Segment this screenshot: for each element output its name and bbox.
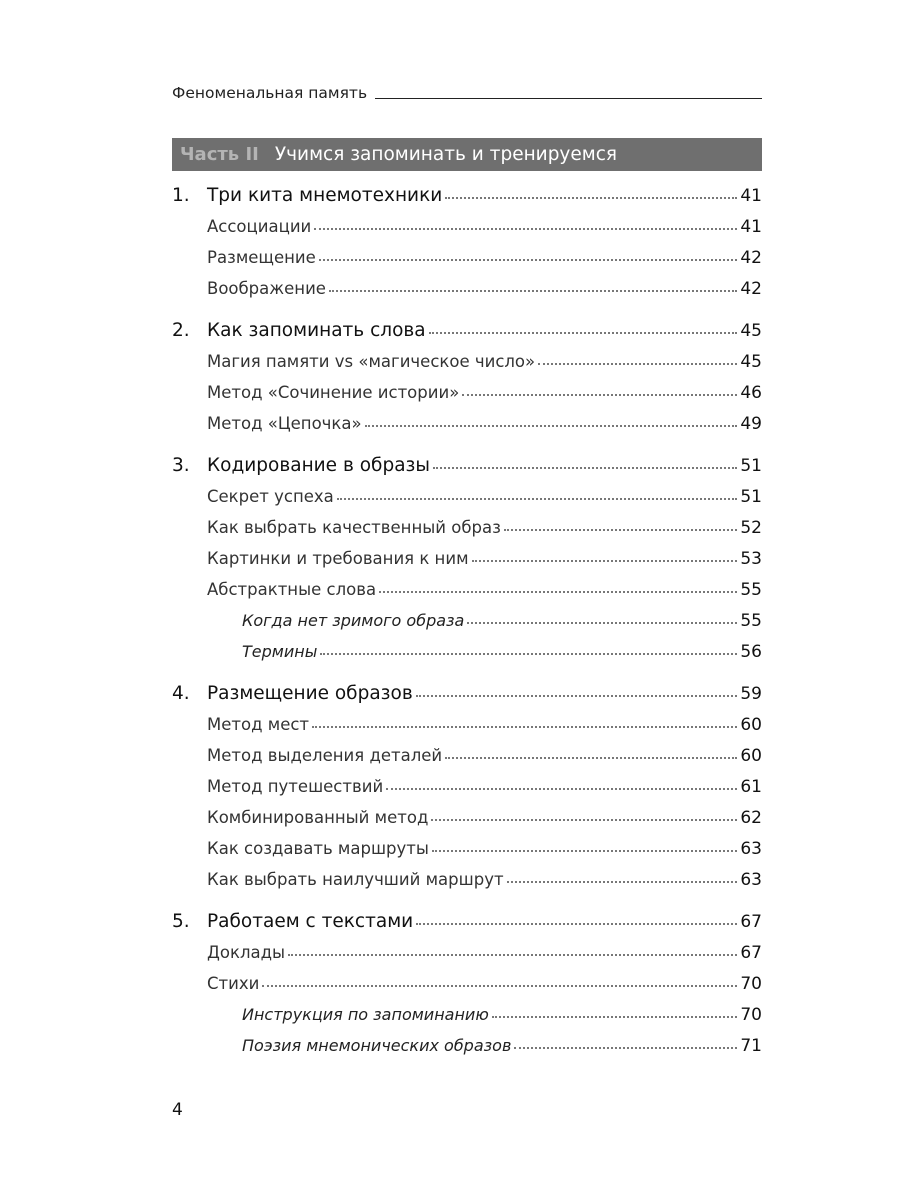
subsection-title: Инструкция по запоминанию <box>242 1005 489 1024</box>
section-title: Размещение <box>207 248 316 267</box>
part-label: Часть II <box>180 144 259 165</box>
toc-section-entry[interactable] <box>172 771 762 802</box>
chapter-number: 2. <box>172 320 190 341</box>
dot-leader <box>432 849 737 852</box>
section-page-number: 67 <box>740 943 762 963</box>
section-title: Доклады <box>207 943 286 962</box>
dot-leader <box>379 590 737 593</box>
running-head-title: Феноменальная память <box>172 84 368 102</box>
section-page-number: 61 <box>740 777 762 797</box>
section-title: Абстрактные слова <box>207 580 377 599</box>
toc-section-entry[interactable] <box>172 802 762 833</box>
part-heading-bar <box>172 138 762 171</box>
chapter-page-number: 41 <box>740 186 762 206</box>
section-page-number: 55 <box>740 580 762 600</box>
toc-section-entry[interactable] <box>172 937 762 968</box>
part-title: Учимся запоминать и тренируемся <box>274 144 618 165</box>
running-head <box>172 84 762 102</box>
dot-leader <box>445 756 737 759</box>
section-title: Как выбрать наилучший маршрут <box>207 870 504 889</box>
toc-subsection-entry[interactable] <box>172 636 762 667</box>
dot-leader <box>462 393 737 396</box>
section-page-number: 60 <box>740 746 762 766</box>
subsection-page-number: 70 <box>740 1005 762 1025</box>
dot-leader <box>329 289 737 292</box>
toc-section-entry[interactable] <box>172 833 762 864</box>
subsection-title: Термины <box>242 642 318 661</box>
section-title: Картинки и требования к ним <box>207 549 469 568</box>
chapter-page-number: 67 <box>740 912 762 932</box>
section-title: Стихи <box>207 974 260 993</box>
dot-leader <box>472 559 738 562</box>
section-page-number: 63 <box>740 870 762 890</box>
dot-leader <box>429 331 738 334</box>
section-title: Ассоциации <box>207 217 312 236</box>
toc-section-entry[interactable] <box>172 574 762 605</box>
toc-section-entry[interactable] <box>172 968 762 999</box>
toc-subsection-entry[interactable] <box>172 1030 762 1061</box>
dot-leader <box>504 528 737 531</box>
chapter-number: 3. <box>172 455 190 476</box>
dot-leader <box>507 880 738 883</box>
chapter-number: 5. <box>172 911 190 932</box>
toc-subsection-entry[interactable] <box>172 605 762 636</box>
dot-leader <box>416 694 738 697</box>
toc-section-entry[interactable] <box>172 408 762 439</box>
toc-section-entry[interactable] <box>172 242 762 273</box>
dot-leader <box>538 362 737 365</box>
toc-section-entry[interactable] <box>172 273 762 304</box>
toc-section-entry[interactable] <box>172 543 762 574</box>
section-title: Секрет успеха <box>207 487 334 506</box>
toc-chapter-entry[interactable] <box>172 315 762 346</box>
toc-section-entry[interactable] <box>172 377 762 408</box>
section-page-number: 51 <box>740 487 762 507</box>
section-page-number: 52 <box>740 518 762 538</box>
section-title: Метод путешествий <box>207 777 384 796</box>
section-title: Как выбрать качественный образ <box>207 518 501 537</box>
chapter-number: 4. <box>172 683 190 704</box>
toc-chapter-entry[interactable] <box>172 450 762 481</box>
dot-leader <box>312 725 737 728</box>
section-title: Воображение <box>207 279 326 298</box>
subsection-page-number: 56 <box>740 642 762 662</box>
toc-section-entry[interactable] <box>172 512 762 543</box>
section-page-number: 49 <box>740 414 762 434</box>
subsection-page-number: 55 <box>740 611 762 631</box>
toc-section-entry[interactable] <box>172 864 762 895</box>
section-title: Метод мест <box>207 715 310 734</box>
section-title: Комбинированный метод <box>207 808 429 827</box>
toc-section-entry[interactable] <box>172 709 762 740</box>
toc-chapter-entry[interactable] <box>172 678 762 709</box>
toc-subsection-entry[interactable] <box>172 999 762 1030</box>
section-title: Метод «Сочинение истории» <box>207 383 460 402</box>
section-page-number: 41 <box>740 217 762 237</box>
dot-leader <box>445 196 737 199</box>
dot-leader <box>416 922 737 925</box>
toc-section-entry[interactable] <box>172 346 762 377</box>
section-page-number: 42 <box>740 248 762 268</box>
toc-section-entry[interactable] <box>172 740 762 771</box>
section-page-number: 70 <box>740 974 762 994</box>
chapter-title: Три кита мнемотехники <box>207 185 443 206</box>
dot-leader <box>365 424 738 427</box>
dot-leader <box>492 1015 738 1018</box>
dot-leader <box>431 818 737 821</box>
section-page-number: 63 <box>740 839 762 859</box>
section-title: Как создавать маршруты <box>207 839 429 858</box>
chapter-title: Как запоминать слова <box>207 320 426 341</box>
section-page-number: 60 <box>740 715 762 735</box>
subsection-title: Когда нет зримого образа <box>242 611 465 630</box>
section-title: Метод выделения деталей <box>207 746 443 765</box>
toc-section-entry[interactable] <box>172 481 762 512</box>
dot-leader <box>288 953 737 956</box>
toc-chapter-entry[interactable] <box>172 180 762 211</box>
section-page-number: 46 <box>740 383 762 403</box>
chapter-title: Кодирование в образы <box>207 455 430 476</box>
chapter-page-number: 51 <box>740 456 762 476</box>
chapter-page-number: 45 <box>740 321 762 341</box>
section-title: Магия памяти vs «магическое число» <box>207 352 536 371</box>
dot-leader <box>319 258 738 261</box>
page-number: 4 <box>172 1100 183 1120</box>
dot-leader <box>337 497 738 500</box>
section-page-number: 45 <box>740 352 762 372</box>
toc-section-entry[interactable] <box>172 211 762 242</box>
chapter-title: Размещение образов <box>207 683 413 704</box>
toc-chapter-entry[interactable] <box>172 906 762 937</box>
section-page-number: 53 <box>740 549 762 569</box>
running-head-rule <box>375 98 762 99</box>
dot-leader <box>514 1046 737 1049</box>
section-title: Метод «Цепочка» <box>207 414 362 433</box>
chapter-number: 1. <box>172 185 190 206</box>
section-page-number: 42 <box>740 279 762 299</box>
dot-leader <box>467 621 737 624</box>
table-of-contents <box>172 180 762 1061</box>
dot-leader <box>262 984 737 987</box>
dot-leader <box>320 652 737 655</box>
dot-leader <box>314 227 737 230</box>
section-page-number: 62 <box>740 808 762 828</box>
dot-leader <box>386 787 737 790</box>
chapter-page-number: 59 <box>740 684 762 704</box>
chapter-title: Работаем с текстами <box>207 911 414 932</box>
dot-leader <box>433 466 737 469</box>
subsection-page-number: 71 <box>740 1036 762 1056</box>
subsection-title: Поэзия мнемонических образов <box>242 1036 512 1055</box>
